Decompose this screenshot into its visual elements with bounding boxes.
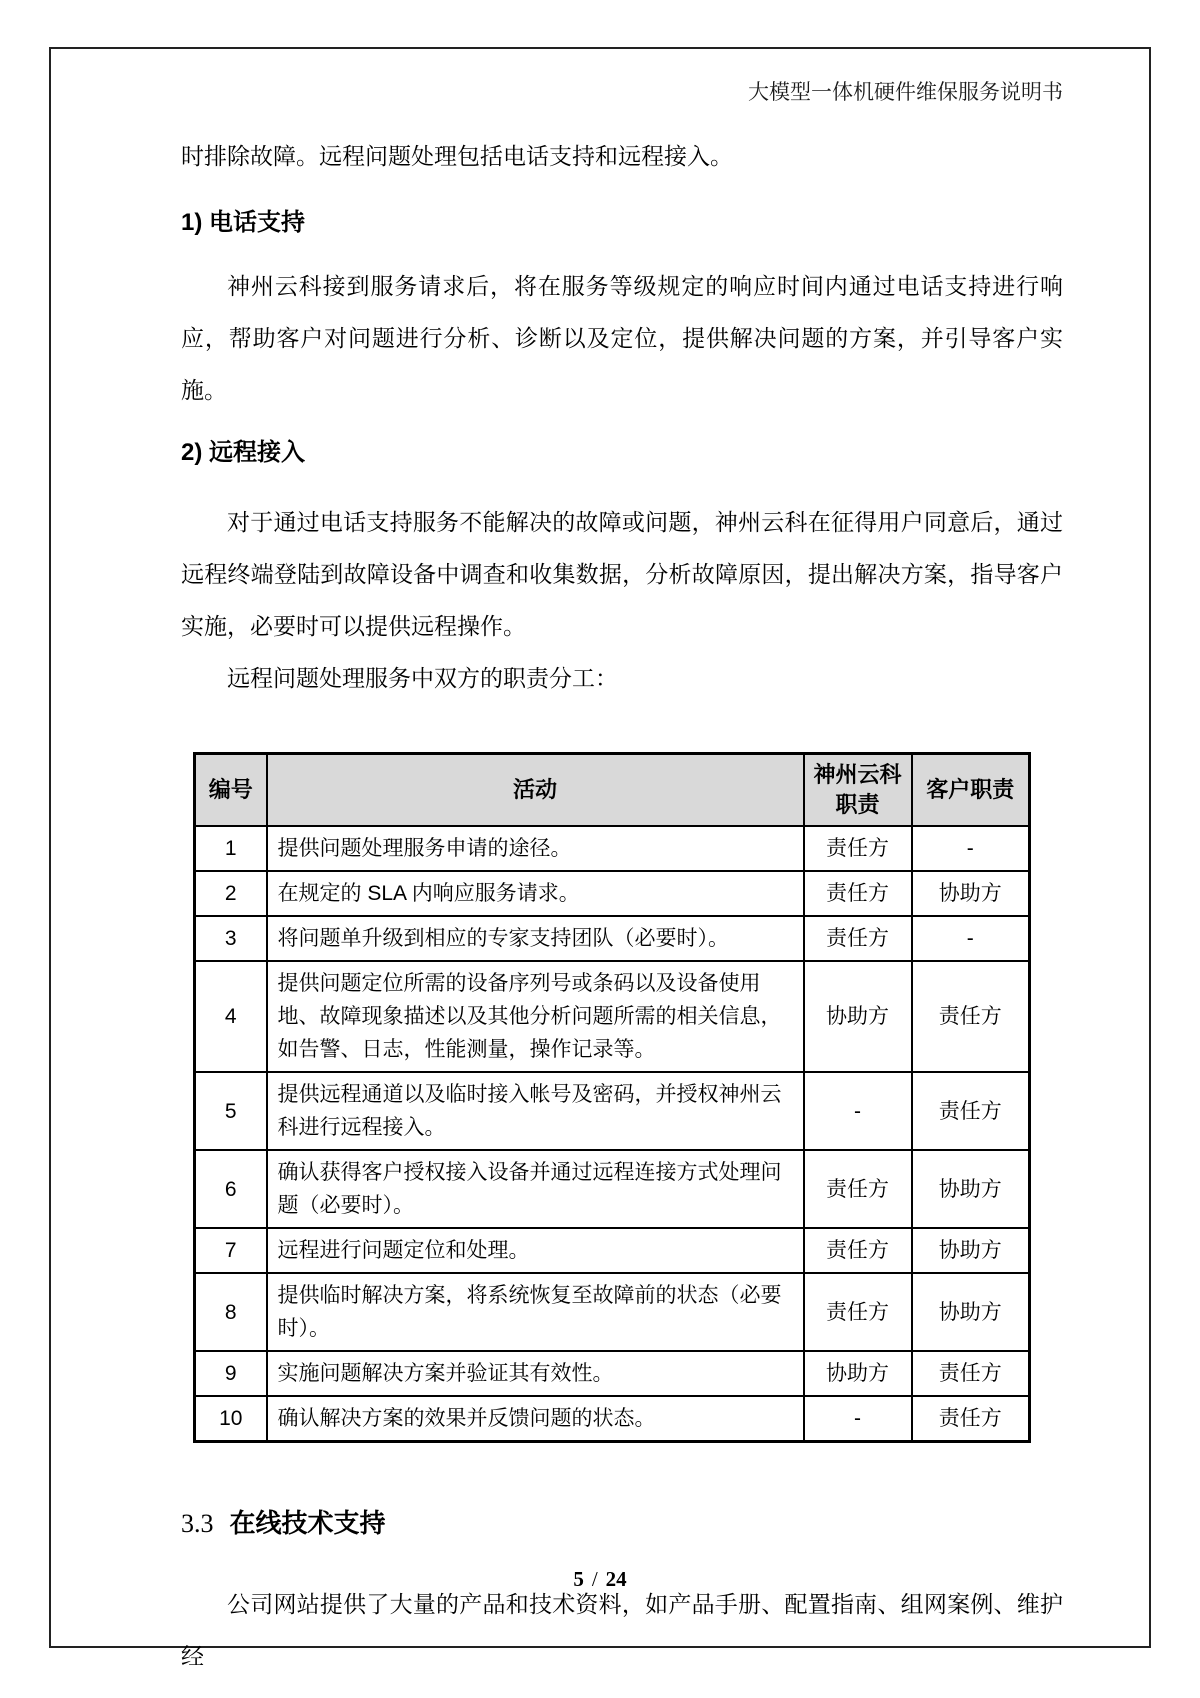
- cell-number: 3: [195, 916, 267, 961]
- table-row: [195, 1351, 1030, 1396]
- cell-cust-role: 责任方: [912, 1396, 1030, 1442]
- header-cell-customer: 客户职责: [912, 754, 1030, 827]
- table-header-row: [195, 754, 1030, 827]
- cell-cust-role: 责任方: [912, 1351, 1030, 1396]
- table-row: [195, 1273, 1030, 1351]
- cell-activity: 确认解决方案的效果并反馈问题的状态。: [267, 1396, 804, 1442]
- cell-number: 8: [195, 1273, 267, 1351]
- cell-cust-role: -: [912, 826, 1030, 871]
- cell-number: 2: [195, 871, 267, 916]
- page-current: 5: [573, 1567, 584, 1591]
- section-3-3-heading: [181, 1505, 1063, 1546]
- cell-szyk-role: 责任方: [804, 1228, 912, 1273]
- cell-activity: 提供问题处理服务申请的途径。: [267, 826, 804, 871]
- doc-header-title: 大模型一体机硬件维保服务说明书: [748, 80, 1063, 104]
- section-number: 3.3: [181, 1509, 214, 1538]
- header-cell-szyk: 神州云科职责: [804, 754, 912, 827]
- cell-cust-role: 协助方: [912, 871, 1030, 916]
- cell-number: 10: [195, 1396, 267, 1442]
- document-page: [49, 47, 1151, 1669]
- section-title-online-support: 在线技术支持: [229, 1508, 386, 1538]
- intro-paragraph: 时排除故障。远程问题处理包括电话支持和远程接入。: [181, 143, 733, 169]
- heading-remote-access: 2) 远程接入: [181, 439, 306, 466]
- cell-cust-role: 责任方: [912, 1072, 1030, 1150]
- table-body: [195, 826, 1030, 1442]
- cell-szyk-role: -: [804, 1072, 912, 1150]
- table-row: [195, 1072, 1030, 1150]
- cell-cust-role: 责任方: [912, 961, 1030, 1072]
- table-row: [195, 871, 1030, 916]
- paragraph-remote-access: 对于通过电话支持服务不能解决的故障或问题，神州云科在征得用户同意后，通过远程终端登陆到故障设备中调查和收集数据，分析故障原因，提出解决方案，指导客户实施，必要时可以提供远程操作。: [181, 509, 1063, 639]
- cell-szyk-role: 责任方: [804, 1273, 912, 1351]
- page-separator: /: [591, 1567, 598, 1591]
- cell-activity: 实施问题解决方案并验证其有效性。: [267, 1351, 804, 1396]
- table-row: [195, 1228, 1030, 1273]
- cell-number: 6: [195, 1150, 267, 1228]
- paragraph-phone-support: 神州云科接到服务请求后，将在服务等级规定的响应时间内通过电话支持进行响应，帮助客户对问题进行分析、诊断以及定位，提供解决问题的方案，并引导客户实施。: [181, 273, 1063, 403]
- cell-activity: 将问题单升级到相应的专家支持团队（必要时）。: [267, 916, 804, 961]
- header-cell-number: 编号: [195, 754, 267, 827]
- cell-activity: 确认获得客户授权接入设备并通过远程连接方式处理问题（必要时）。: [267, 1150, 804, 1228]
- cell-szyk-role: 协助方: [804, 1351, 912, 1396]
- table-row: [195, 961, 1030, 1072]
- cell-activity: 远程进行问题定位和处理。: [267, 1228, 804, 1273]
- cell-szyk-role: -: [804, 1396, 912, 1442]
- page-total: 24: [605, 1567, 627, 1591]
- table-row: [195, 1150, 1030, 1228]
- cell-cust-role: -: [912, 916, 1030, 961]
- table-intro-line: 远程问题处理服务中双方的职责分工：: [227, 665, 618, 691]
- cell-number: 5: [195, 1072, 267, 1150]
- cell-activity: 提供临时解决方案，将系统恢复至故障前的状态（必要时）。: [267, 1273, 804, 1351]
- cell-szyk-role: 责任方: [804, 916, 912, 961]
- cell-cust-role: 协助方: [912, 1273, 1030, 1351]
- cell-activity: 提供问题定位所需的设备序列号或条码以及设备使用地、故障现象描述以及其他分析问题所需的相关信息，如告警、日志，性能测量，操作记录等。: [267, 961, 804, 1072]
- cell-cust-role: 协助方: [912, 1150, 1030, 1228]
- cell-number: 9: [195, 1351, 267, 1396]
- cell-szyk-role: 协助方: [804, 961, 912, 1072]
- cell-szyk-role: 责任方: [804, 871, 912, 916]
- cell-number: 1: [195, 826, 267, 871]
- cell-number: 4: [195, 961, 267, 1072]
- table-row: [195, 1396, 1030, 1442]
- responsibility-table: [193, 752, 1031, 1443]
- heading-phone-support: 1) 电话支持: [181, 209, 306, 236]
- table-row: [195, 916, 1030, 961]
- cell-cust-role: 协助方: [912, 1228, 1030, 1273]
- cell-szyk-role: 责任方: [804, 826, 912, 871]
- header-cell-activity: 活动: [267, 754, 804, 827]
- page-number: [51, 1567, 1149, 1592]
- cell-activity: 提供远程通道以及临时接入帐号及密码，并授权神州云科进行远程接入。: [267, 1072, 804, 1150]
- table-row: [195, 826, 1030, 871]
- paragraph-online-support: 公司网站提供了大量的产品和技术资料，如产品手册、配置指南、组网案例、维护经: [181, 1591, 1063, 1669]
- cell-activity: 在规定的 SLA 内响应服务请求。: [267, 871, 804, 916]
- cell-szyk-role: 责任方: [804, 1150, 912, 1228]
- cell-number: 7: [195, 1228, 267, 1273]
